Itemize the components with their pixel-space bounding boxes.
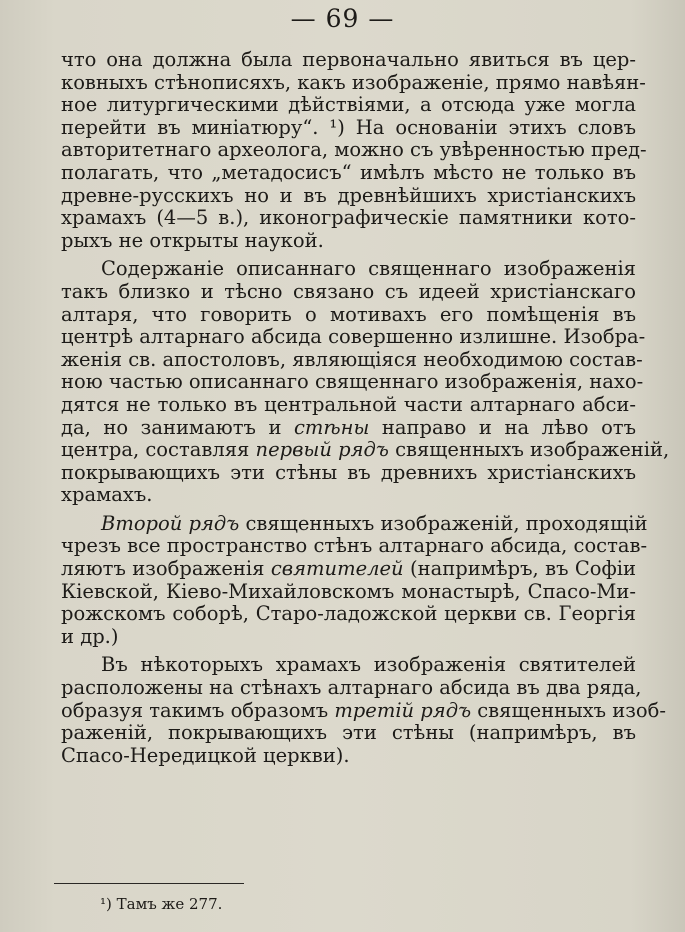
text-line — [61, 347, 643, 372]
text-segment: образуя такимъ образомъ — [61, 698, 335, 722]
text-segment: ляютъ изображенія — [61, 557, 271, 581]
text-line — [61, 698, 666, 723]
text-segment: Содержаніе описаннаго священнаго изображенія — [101, 257, 636, 281]
text-segment: древне-русскихъ но и въ древнѣйшихъ христіанскихъ — [61, 183, 636, 207]
text-line — [61, 654, 636, 677]
text-line — [61, 394, 636, 417]
text-line — [61, 438, 670, 462]
text-line — [61, 603, 636, 626]
text-line — [61, 304, 636, 327]
emphasis-text: святителей — [270, 557, 404, 581]
footnote-rule — [54, 883, 244, 884]
text-line — [61, 511, 648, 536]
text-segment: рыхъ не открыты наукой. — [61, 228, 324, 252]
text-line — [61, 230, 636, 253]
text-segment: авторитетнаго археолога, можно съ увѣренностью пред- — [61, 138, 647, 162]
text-segment: что она должна была первоначально явиться въ цер- — [61, 48, 636, 71]
text-segment: чрезъ все пространство стѣнъ алтарнаго абсида, состав- — [61, 534, 648, 558]
text-line — [61, 207, 636, 230]
text-segment: да, но занимаютъ и — [61, 415, 295, 439]
text-segment: рожскомъ соборѣ, Старо-ладожской церкви св. Георгія — [61, 602, 636, 626]
text-line — [61, 534, 648, 558]
text-segment: алтаря, что говорить о мотивахъ его помѣщенія въ — [61, 302, 636, 326]
text-segment: направо и на лѣво отъ — [369, 415, 637, 439]
text-line — [61, 49, 636, 72]
text-line — [61, 581, 636, 604]
emphasis-text: третій рядъ — [334, 698, 472, 722]
text-line — [61, 370, 644, 394]
text-line — [61, 462, 636, 485]
text-segment: женія св. апостоловъ, являющіяся необходимою состав- — [61, 347, 643, 371]
paragraph — [61, 653, 666, 767]
text-segment: храмахъ (4—5 в.), иконографическіе памятники кото- — [61, 206, 636, 230]
text-segment: перейти въ миніатюру“. ¹) На основаніи этихъ словъ — [61, 115, 636, 139]
text-segment: и др.) — [61, 624, 119, 648]
text-segment: расположены на стѣнахъ алтарнаго абсида въ два ряда, — [61, 676, 642, 700]
text-segment: такъ близко и тѣсно связано съ идеей христіанскаго — [61, 279, 636, 303]
text-line — [61, 745, 636, 768]
text-line — [61, 417, 636, 440]
text-segment: священныхъ изоб- — [471, 698, 666, 722]
text-line — [61, 558, 636, 581]
footnote: ¹) Тамъ же 277. — [100, 895, 223, 913]
text-segment: Въ нѣкоторыхъ храмахъ изображенія святителей — [101, 653, 636, 677]
text-line — [61, 325, 646, 349]
text-segment: (напримѣръ, въ Софіи — [403, 557, 636, 581]
text-line — [61, 94, 636, 117]
text-line — [61, 258, 636, 281]
text-segment: ною частью описаннаго священнаго изображенія, нахо- — [61, 370, 644, 394]
text-line — [61, 138, 647, 162]
text-line — [61, 70, 646, 95]
text-segment: храмахъ. — [61, 483, 153, 507]
text-line — [61, 185, 636, 208]
text-line — [61, 484, 636, 507]
text-segment: раженій, покрывающихъ эти стѣны (напримѣръ, въ — [61, 721, 636, 745]
text-line — [61, 117, 636, 140]
paragraph — [61, 511, 648, 649]
emphasis-text: первый рядъ — [255, 438, 389, 462]
emphasis-text: Второй рядъ — [101, 511, 240, 535]
paragraph — [61, 48, 647, 252]
body-text — [61, 48, 670, 767]
text-line — [61, 722, 636, 745]
text-segment: центра, составляя — [61, 438, 256, 462]
page-number: — 69 — — [290, 4, 395, 33]
text-segment: Спасо-Нередицкой церкви). — [61, 743, 350, 767]
text-line — [61, 162, 636, 185]
text-segment: покрывающихъ эти стѣны въ древнихъ христіанскихъ — [61, 460, 636, 484]
text-line — [61, 281, 636, 304]
text-segment: священныхъ изображеній, проходящій — [239, 511, 648, 535]
text-segment: ное литургическими дѣйствіями, а отсюда уже могла — [61, 93, 636, 117]
text-segment: священныхъ изображеній, — [388, 438, 670, 462]
emphasis-text: стѣны — [294, 415, 370, 439]
text-segment: полагать, что „метадосисъ“ имѣлъ мѣсто не только въ — [61, 160, 636, 184]
text-line — [61, 626, 636, 649]
paragraph — [61, 257, 670, 507]
text-line — [61, 676, 642, 700]
text-segment: дятся не только въ центральной части алтарнаго абси- — [61, 392, 636, 416]
text-segment: ковныхъ стѣнописяхъ, какъ изображеніе, прямо навѣян- — [61, 70, 646, 94]
text-segment: центрѣ алтарнаго абсида совершенно излишне. Изобра- — [61, 325, 646, 349]
text-segment: Кіевской, Кіево-Михайловскомъ монастырѣ, Спасо-Ми- — [61, 579, 636, 603]
